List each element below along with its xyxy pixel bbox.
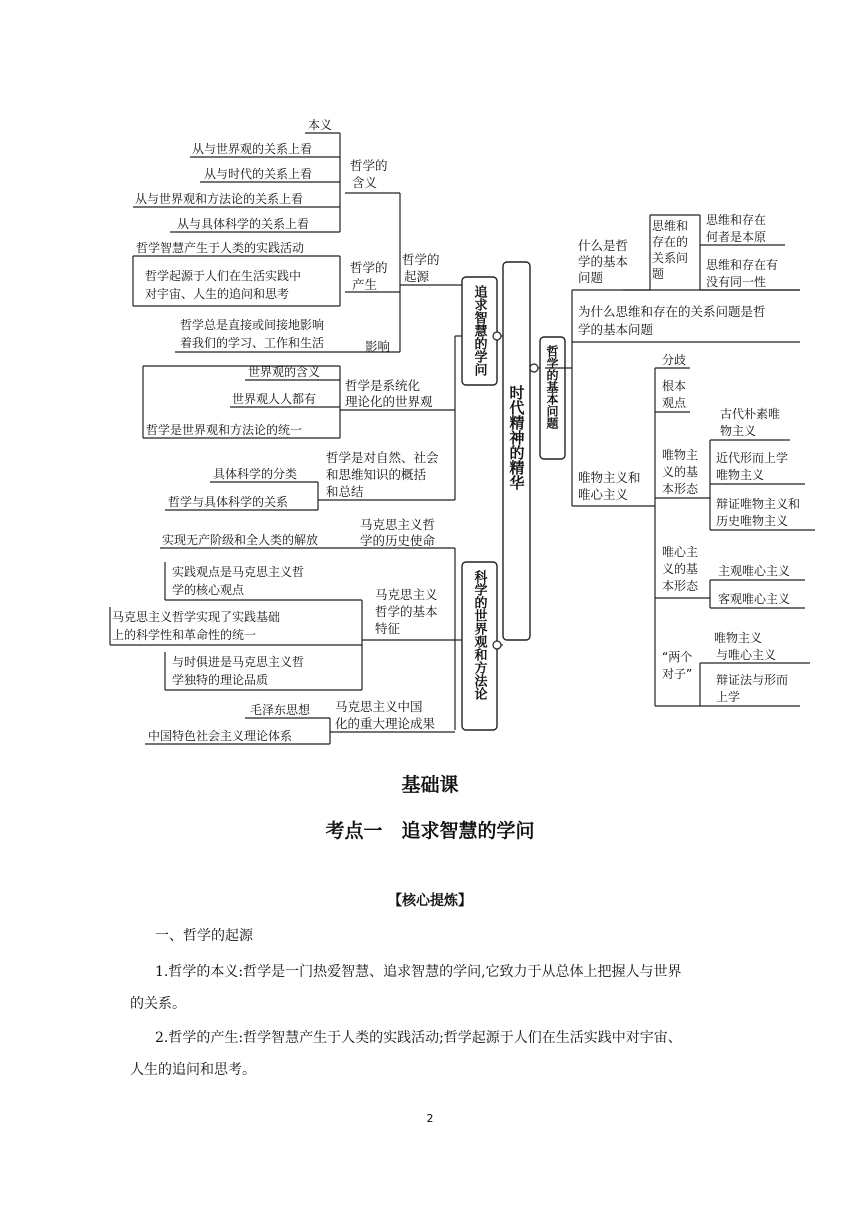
leaf-text: 辩证唯物主义和 bbox=[716, 497, 801, 511]
node-label: 关系问 bbox=[652, 251, 689, 265]
node-label: 对子” bbox=[662, 667, 693, 681]
node-label: 马克思主义哲 bbox=[360, 517, 436, 532]
leaf-text: 对宇宙、人生的追问和思考 bbox=[145, 287, 290, 301]
node-label: 和思维知识的概括 bbox=[326, 467, 427, 482]
node-label: 哲学的 bbox=[402, 252, 440, 267]
node-dot bbox=[493, 641, 501, 649]
node-label: 义的基 bbox=[662, 562, 699, 576]
node-label: 唯物主义和 bbox=[578, 470, 641, 485]
center-title: 时代精神的精华 bbox=[507, 385, 526, 490]
node-label: 存在的 bbox=[652, 235, 689, 249]
node-label: 哲学是对自然、社会 bbox=[326, 450, 439, 465]
branch-title-pursuit: 追求智慧的学问 bbox=[471, 285, 487, 376]
node-label: 理论化的世界观 bbox=[345, 394, 433, 409]
node-label: 思维和 bbox=[652, 219, 689, 233]
leaf-text: 观点 bbox=[662, 396, 687, 410]
leaf-text: 没有同一性 bbox=[706, 275, 767, 289]
leaf-text: 学独特的理论品质 bbox=[172, 673, 269, 687]
leaf-text: 学的核心观点 bbox=[172, 583, 245, 597]
leaf-text: 思维和存在 bbox=[706, 213, 767, 227]
leaf-text: 分歧 bbox=[662, 353, 687, 367]
node-label: 马克思主义中国 bbox=[335, 699, 423, 714]
branch-title-basic-question: 哲学的基本问题 bbox=[545, 345, 559, 429]
leaf-text: 哲学起源于人们在生活实践中 bbox=[145, 269, 302, 283]
node-label: 哲学的 bbox=[350, 260, 388, 275]
paragraph-line: 2.哲学的产生:哲学智慧产生于人类的实践活动;哲学起源于人们在生活实践中对宇宙、 bbox=[155, 1030, 682, 1046]
node-label: 唯心主 bbox=[662, 545, 699, 559]
topic-title: 考点一 追求智慧的学问 bbox=[325, 820, 535, 842]
leaf-text: 历史唯物主义 bbox=[716, 514, 789, 528]
page-number: 2 bbox=[426, 1112, 434, 1125]
branch-title-science: 科学的世界观和方法论 bbox=[471, 570, 487, 700]
leaf-text: 上的科学性和革命性的统一 bbox=[112, 628, 257, 642]
leaf-text: 思维和存在有 bbox=[706, 258, 779, 272]
node-label: 学的基本 bbox=[578, 254, 629, 269]
node-label: 唯物主 bbox=[662, 448, 699, 462]
node-label: 问题 bbox=[578, 270, 604, 285]
section-title: 基础课 bbox=[401, 774, 459, 796]
leaf-text: 近代形而上学 bbox=[716, 451, 789, 465]
node-label: 化的重大理论成果 bbox=[335, 716, 436, 731]
node-label: 本形态 bbox=[662, 482, 699, 496]
node-label: 本形态 bbox=[662, 579, 699, 593]
leaf-text: 哲学与具体科学的关系 bbox=[168, 495, 289, 509]
leaf-text: 哲学总是直接或间接地影响 bbox=[180, 318, 325, 332]
leaf-text: 唯物主义 bbox=[716, 468, 765, 482]
paragraph-line: 的关系。 bbox=[130, 996, 186, 1012]
node-label: 起源 bbox=[404, 269, 430, 284]
leaf-text: 从与世界观的关系上看 bbox=[192, 142, 313, 156]
node-label: 学的基本问题 bbox=[578, 322, 654, 337]
leaf-text: 物主义 bbox=[720, 424, 757, 438]
leaf-text: 哲学智慧产生于人类的实践活动 bbox=[136, 241, 305, 255]
node-label: 哲学是系统化 bbox=[345, 378, 421, 393]
leaf-text: 古代朴素唯 bbox=[720, 407, 781, 421]
node-label: 产生 bbox=[352, 277, 378, 292]
leaf-text: 实现无产阶级和全人类的解放 bbox=[162, 533, 319, 547]
node-label: “两个 bbox=[662, 650, 693, 664]
paragraph-heading: 一、哲学的起源 bbox=[155, 928, 253, 944]
leaf-text: 哲学是世界观和方法论的统一 bbox=[146, 423, 303, 437]
leaf-text: 马克思主义哲学实现了实践基础 bbox=[112, 610, 281, 624]
leaf-text: 世界观的含义 bbox=[248, 365, 321, 379]
leaf-text: 从与具体科学的关系上看 bbox=[177, 217, 310, 231]
leaf-text: 具体科学的分类 bbox=[213, 467, 298, 481]
leaf-text: 实践观点是马克思主义哲 bbox=[172, 565, 305, 579]
node-label: 题 bbox=[652, 267, 665, 281]
node-dot bbox=[493, 332, 501, 340]
leaf-text: 唯物主义 bbox=[714, 631, 763, 645]
node-label: 学的历史使命 bbox=[360, 533, 436, 548]
node-dot bbox=[530, 364, 538, 372]
node-label: 特征 bbox=[375, 621, 401, 636]
leaf-text: 何者是本原 bbox=[706, 230, 767, 244]
leaf-text: 根本 bbox=[662, 379, 687, 393]
leaf-text: 与时俱进是马克思主义哲 bbox=[172, 655, 305, 669]
leaf-text: 本义 bbox=[308, 118, 333, 132]
paragraph-line: 人生的追问和思考。 bbox=[130, 1062, 256, 1078]
node-label: 影响 bbox=[365, 339, 391, 354]
leaf-text: 上学 bbox=[716, 690, 741, 704]
node-label: 为什么思维和存在的关系问题是哲 bbox=[578, 304, 766, 319]
leaf-text: 中国特色社会主义理论体系 bbox=[148, 729, 293, 743]
node-label: 和总结 bbox=[326, 484, 364, 499]
node-label: 马克思主义 bbox=[375, 587, 438, 602]
core-label: 【核心提炼】 bbox=[388, 893, 472, 909]
node-label: 哲学的 bbox=[350, 158, 388, 173]
paragraph-line: 1.哲学的本义:哲学是一门热爱智慧、追求智慧的学问,它致力于从总体上把握人与世界 bbox=[155, 964, 682, 980]
node-label: 哲学的基本 bbox=[375, 604, 438, 619]
leaf-text: 从与时代的关系上看 bbox=[204, 167, 313, 181]
node-label: 义的基 bbox=[662, 465, 699, 479]
node-label: 唯心主义 bbox=[578, 487, 629, 502]
leaf-text: 与唯心主义 bbox=[716, 648, 777, 662]
leaf-text: 世界观人人都有 bbox=[232, 392, 317, 406]
leaf-text: 客观唯心主义 bbox=[718, 592, 791, 606]
leaf-text: 从与世界观和方法论的关系上看 bbox=[135, 192, 304, 206]
leaf-text: 毛泽东思想 bbox=[250, 703, 311, 717]
leaf-text: 辩证法与形而 bbox=[716, 673, 789, 687]
node-label: 含义 bbox=[352, 175, 378, 190]
node-label: 什么是哲 bbox=[578, 238, 629, 253]
leaf-text: 着我们的学习、工作和生活 bbox=[180, 336, 325, 350]
leaf-text: 主观唯心主义 bbox=[718, 564, 791, 578]
